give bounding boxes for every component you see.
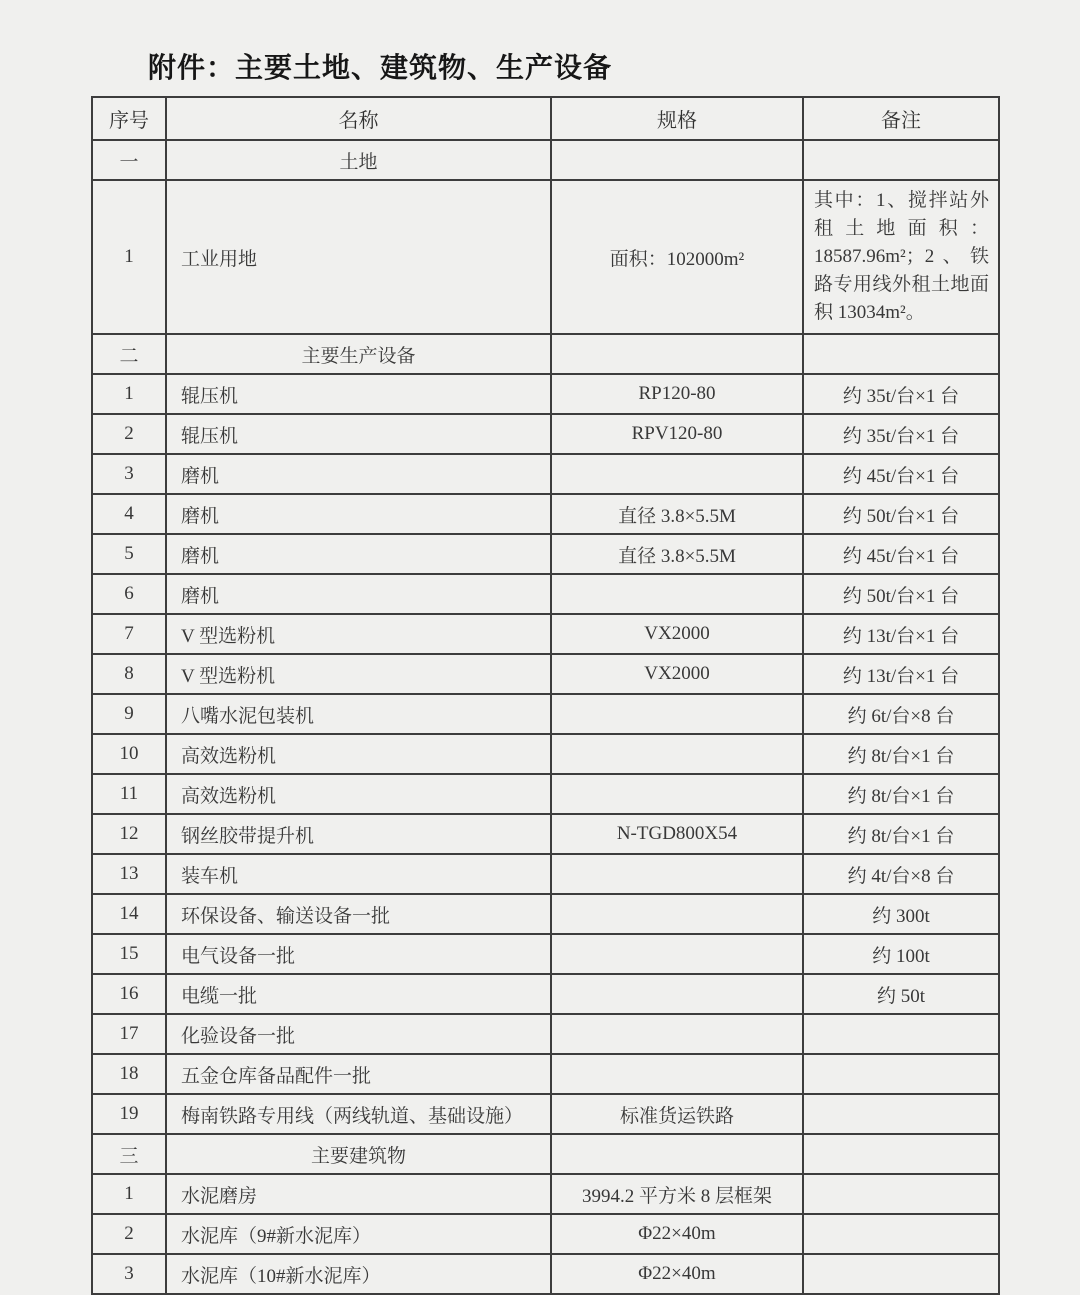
cell-note — [803, 1054, 999, 1094]
cell-note: 约 13t/台×1 台 — [803, 614, 999, 654]
cell-spec — [551, 694, 803, 734]
cell-note: 约 300t — [803, 894, 999, 934]
cell-name: 装车机 — [166, 854, 551, 894]
table-row — [92, 494, 999, 534]
cell-name: 工业用地 — [166, 180, 551, 334]
cell-name: 辊压机 — [166, 414, 551, 454]
cell-spec: VX2000 — [551, 614, 803, 654]
cell-note — [803, 1094, 999, 1134]
cell-name: 水泥库（9#新水泥库） — [166, 1214, 551, 1254]
column-header-no: 序号 — [92, 97, 166, 140]
cell-spec — [551, 574, 803, 614]
cell-no: 10 — [92, 734, 166, 774]
cell-no: 18 — [92, 1054, 166, 1094]
table-row — [92, 1094, 999, 1134]
table-row — [92, 734, 999, 774]
column-header-name: 名称 — [166, 97, 551, 140]
cell-spec — [551, 454, 803, 494]
table-row — [92, 1014, 999, 1054]
assets-table — [91, 96, 1000, 1295]
cell-spec — [551, 334, 803, 374]
cell-no: 17 — [92, 1014, 166, 1054]
cell-spec — [551, 1134, 803, 1174]
cell-no: 4 — [92, 494, 166, 534]
cell-spec — [551, 734, 803, 774]
cell-spec: 面积：102000m² — [551, 180, 803, 334]
cell-note: 约 8t/台×1 台 — [803, 814, 999, 854]
cell-note: 约 100t — [803, 934, 999, 974]
cell-name: 环保设备、输送设备一批 — [166, 894, 551, 934]
column-header-note: 备注 — [803, 97, 999, 140]
cell-name: V 型选粉机 — [166, 654, 551, 694]
table-row — [92, 534, 999, 574]
section-row — [92, 1134, 999, 1174]
cell-note — [803, 334, 999, 374]
cell-spec — [551, 934, 803, 974]
section-row — [92, 334, 999, 374]
cell-no: 2 — [92, 414, 166, 454]
cell-name: 磨机 — [166, 454, 551, 494]
table-row — [92, 1174, 999, 1214]
cell-note: 约 35t/台×1 台 — [803, 374, 999, 414]
cell-no: 6 — [92, 574, 166, 614]
cell-note: 约 6t/台×8 台 — [803, 694, 999, 734]
cell-note — [803, 140, 999, 180]
cell-note: 约 45t/台×1 台 — [803, 534, 999, 574]
cell-note — [803, 1014, 999, 1054]
cell-no: 2 — [92, 1214, 166, 1254]
cell-no: 二 — [92, 334, 166, 374]
column-header-spec: 规格 — [551, 97, 803, 140]
table-row — [92, 574, 999, 614]
cell-name: 水泥磨房 — [166, 1174, 551, 1214]
table-body — [92, 140, 999, 1294]
cell-name: 梅南铁路专用线（两线轨道、基础设施） — [166, 1094, 551, 1134]
cell-note — [803, 1214, 999, 1254]
cell-spec — [551, 1014, 803, 1054]
cell-name: 高效选粉机 — [166, 774, 551, 814]
cell-spec: RPV120-80 — [551, 414, 803, 454]
cell-name: 辊压机 — [166, 374, 551, 414]
cell-name: 钢丝胶带提升机 — [166, 814, 551, 854]
cell-spec — [551, 1054, 803, 1094]
cell-note: 约 4t/台×8 台 — [803, 854, 999, 894]
cell-name: 土地 — [166, 140, 551, 180]
table-row — [92, 774, 999, 814]
cell-note: 约 8t/台×1 台 — [803, 734, 999, 774]
cell-name: 电缆一批 — [166, 974, 551, 1014]
cell-no: 15 — [92, 934, 166, 974]
cell-no: 9 — [92, 694, 166, 734]
table-row — [92, 614, 999, 654]
cell-name: 主要生产设备 — [166, 334, 551, 374]
page-title: 附件：主要土地、建筑物、生产设备 — [148, 53, 613, 84]
cell-spec: N-TGD800X54 — [551, 814, 803, 854]
table-row — [92, 1054, 999, 1094]
table-row — [92, 1214, 999, 1254]
cell-spec: Φ22×40m — [551, 1214, 803, 1254]
table-row — [92, 974, 999, 1014]
cell-spec: VX2000 — [551, 654, 803, 694]
cell-no: 13 — [92, 854, 166, 894]
cell-no: 7 — [92, 614, 166, 654]
table-row — [92, 894, 999, 934]
cell-name: 磨机 — [166, 534, 551, 574]
cell-note — [803, 1174, 999, 1214]
section-row — [92, 140, 999, 180]
cell-no: 3 — [92, 454, 166, 494]
cell-note: 约 8t/台×1 台 — [803, 774, 999, 814]
table-row — [92, 934, 999, 974]
cell-note — [803, 1134, 999, 1174]
cell-no: 三 — [92, 1134, 166, 1174]
cell-spec: 直径 3.8×5.5M — [551, 494, 803, 534]
cell-name: 高效选粉机 — [166, 734, 551, 774]
cell-note: 其中：1、搅拌站外租土地面积：18587.96m²；2、铁路专用线外租土地面积 13034m²。 — [803, 180, 999, 334]
cell-name: 八嘴水泥包装机 — [166, 694, 551, 734]
cell-no: 1 — [92, 374, 166, 414]
cell-spec: Φ22×40m — [551, 1254, 803, 1294]
cell-name: 水泥库（10#新水泥库） — [166, 1254, 551, 1294]
cell-note: 约 35t/台×1 台 — [803, 414, 999, 454]
cell-no: 14 — [92, 894, 166, 934]
cell-note: 约 50t — [803, 974, 999, 1014]
cell-spec — [551, 974, 803, 1014]
table-header — [92, 97, 999, 140]
cell-name: 五金仓库备品配件一批 — [166, 1054, 551, 1094]
cell-no: 16 — [92, 974, 166, 1014]
cell-spec — [551, 774, 803, 814]
cell-note: 约 13t/台×1 台 — [803, 654, 999, 694]
table-row — [92, 654, 999, 694]
cell-note: 约 50t/台×1 台 — [803, 574, 999, 614]
table-row — [92, 694, 999, 734]
cell-no: 11 — [92, 774, 166, 814]
cell-name: 磨机 — [166, 574, 551, 614]
cell-name: 化验设备一批 — [166, 1014, 551, 1054]
cell-spec: 3994.2 平方米 8 层框架 — [551, 1174, 803, 1214]
table-row — [92, 454, 999, 494]
cell-no: 8 — [92, 654, 166, 694]
table-row — [92, 374, 999, 414]
table-row — [92, 1254, 999, 1294]
cell-spec: 标准货运铁路 — [551, 1094, 803, 1134]
table-row — [92, 814, 999, 854]
cell-no: 5 — [92, 534, 166, 574]
cell-spec — [551, 854, 803, 894]
cell-note: 约 50t/台×1 台 — [803, 494, 999, 534]
cell-spec: 直径 3.8×5.5M — [551, 534, 803, 574]
cell-name: 主要建筑物 — [166, 1134, 551, 1174]
cell-note — [803, 1254, 999, 1294]
cell-no: 一 — [92, 140, 166, 180]
cell-spec — [551, 140, 803, 180]
cell-no: 12 — [92, 814, 166, 854]
cell-no: 19 — [92, 1094, 166, 1134]
cell-no: 3 — [92, 1254, 166, 1294]
cell-name: 磨机 — [166, 494, 551, 534]
cell-spec — [551, 894, 803, 934]
table-row — [92, 414, 999, 454]
cell-no: 1 — [92, 1174, 166, 1214]
header-row — [92, 97, 999, 140]
cell-spec: RP120-80 — [551, 374, 803, 414]
cell-note: 约 45t/台×1 台 — [803, 454, 999, 494]
cell-name: V 型选粉机 — [166, 614, 551, 654]
table-row — [92, 180, 999, 334]
cell-name: 电气设备一批 — [166, 934, 551, 974]
table-row — [92, 854, 999, 894]
cell-no: 1 — [92, 180, 166, 334]
